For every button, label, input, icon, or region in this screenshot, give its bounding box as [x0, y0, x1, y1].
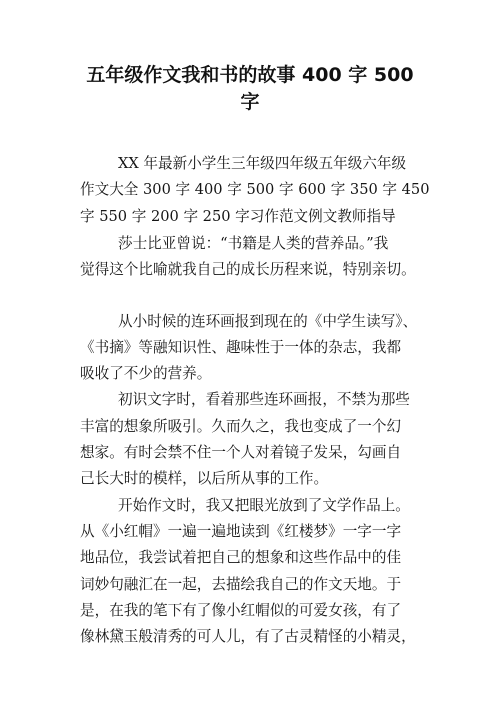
- title-line-2: 字: [240, 91, 260, 113]
- body-line: 想家。有时会禁不住一个人对着镜子发呆，勾画自: [80, 444, 402, 461]
- body-line: 地品位，我尝试着把自己的想象和这些作品中的佳: [80, 549, 402, 566]
- body-line: 开始作文时，我又把眼光放到了文学作品上。: [118, 497, 410, 514]
- body-line: 《书摘》等融知识性、趣味性于一体的杂志，我都: [80, 339, 402, 356]
- body-line: 从《小红帽》一遍一遍地读到《红楼梦》一字一字: [80, 523, 402, 540]
- body-line: 从小时候的连环画报到现在的《中学生读写》、: [118, 313, 418, 330]
- body-line: 己长大时的模样，以后所从事的工作。: [80, 470, 329, 487]
- body-line: 像林黛玉般清秀的可人儿，有了古灵精怪的小精灵，: [80, 628, 416, 645]
- body-line: 作文大全 300 字 400 字 500 字 600 字 350 字 450: [80, 181, 430, 198]
- body-line: 莎士比亚曾说：“书籍是人类的营养品。”我: [118, 235, 389, 252]
- title-line-1: 五年级作文我和书的故事 400 字 500: [86, 64, 414, 86]
- body-line: 觉得这个比喻就我自己的成长历程来说，特别亲切。: [80, 261, 416, 278]
- body-line: 是，在我的笔下有了像小红帽似的可爱女孩，有了: [80, 602, 402, 619]
- body-line: XX 年最新小学生三年级四年级五年级六年级: [118, 155, 407, 172]
- body-line: 吸收了不少的营养。: [80, 365, 212, 382]
- body-line: 词妙句融汇在一起，去描绘我自己的作文天地。于: [80, 576, 402, 593]
- body-line: 字 550 字 200 字 250 字习作范文例文教师指导: [80, 208, 396, 225]
- body-line: 初识文字时，看着那些连环画报，不禁为那些: [118, 391, 410, 408]
- body-line: 丰富的想象所吸引。久而久之，我也变成了一个幻: [80, 418, 402, 435]
